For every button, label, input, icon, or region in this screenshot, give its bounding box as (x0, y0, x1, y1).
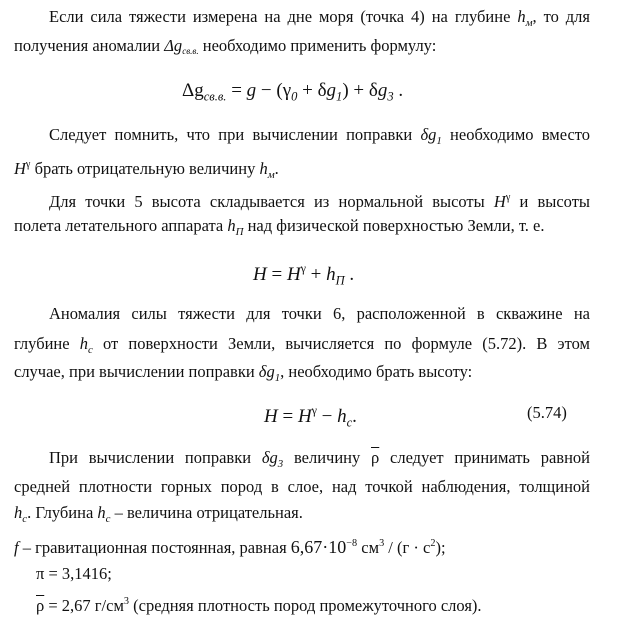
p1-line-1 (49, 6, 590, 34)
sub: 1 (274, 371, 281, 384)
f: g (246, 80, 257, 101)
text: , необходимо брать высоту: (280, 362, 473, 381)
f: H (286, 264, 301, 286)
sub: П (235, 225, 244, 238)
text: (средняя плотность пород промежуточного слоя). (129, 596, 482, 616)
sup: −8 (346, 538, 358, 549)
text: – гравитационная постоянная, равная (18, 538, 291, 558)
var: δg (261, 448, 278, 467)
f: − (316, 406, 338, 428)
sup: γ (505, 192, 511, 203)
text: ); (435, 538, 446, 558)
f: . (352, 406, 357, 428)
f: . (393, 80, 404, 101)
sup: 3 (379, 538, 385, 549)
def-pi (36, 563, 112, 585)
p4-line-1 (49, 303, 590, 325)
value: 6,67·10 (290, 537, 347, 558)
text: и высоты (510, 192, 591, 212)
f: = (226, 80, 247, 101)
p5-line-2 (14, 476, 590, 498)
f: − ( (256, 80, 283, 101)
var: h (227, 216, 236, 235)
var: h (97, 503, 106, 522)
var-dg: Δg (164, 36, 183, 55)
f: H (253, 264, 267, 286)
f: H (264, 406, 278, 428)
text: над физической поверхностью Земли, т. е. (243, 216, 545, 235)
text: Для точки 5 высота складывается из нормальной высоты (49, 192, 494, 212)
sub: 3 (277, 457, 284, 470)
f: = (266, 264, 287, 286)
text: брать отрицательную величину (30, 159, 260, 179)
f: 0 (291, 89, 298, 104)
formula-2 (253, 258, 354, 292)
text: получения аномалии (14, 36, 165, 55)
f: g (377, 80, 388, 101)
f: 3 (387, 89, 394, 104)
f: γ (311, 404, 317, 417)
text: глубине (14, 334, 80, 353)
def-f (14, 533, 446, 559)
sub: c (88, 343, 93, 356)
sub: c (105, 512, 111, 525)
var-rho: $\overline{\rho}$ (371, 448, 380, 467)
formula-3 (264, 400, 357, 434)
sub: св.в. (182, 46, 199, 57)
text: При вычислении поправки (49, 448, 262, 467)
f: h (337, 406, 347, 428)
text: случае, при вычислении поправки (14, 362, 259, 381)
sub: м (267, 168, 275, 181)
formula-1 (182, 80, 403, 107)
p3-line-1 (49, 187, 590, 213)
def-rho (36, 591, 482, 617)
text: Если сила тяжести измерена на дне моря (точка 4) на глубине (49, 7, 518, 26)
text: π = 3,1416; (36, 564, 112, 583)
f: 1 (336, 89, 343, 104)
var-h: h (517, 7, 526, 26)
text: от поверхности Земли, вычисляется по формуле (5.72). В этом (92, 334, 590, 353)
text: . Глубина (27, 503, 98, 522)
p1-line-2 (14, 35, 436, 62)
var-rho: $\overline{\rho}$ (36, 596, 45, 616)
sub: м (525, 16, 533, 29)
p4-line-2 (14, 333, 590, 361)
f: + (305, 264, 327, 286)
text: . (274, 159, 279, 179)
sub: 1 (436, 134, 442, 147)
f: H (297, 406, 312, 428)
equation-number: (5.74) (527, 403, 567, 422)
sup: 3 (123, 596, 130, 607)
f: св.в. (203, 89, 227, 104)
text: Следует помнить, что при вычислении поправки (49, 125, 421, 144)
p3-line-2 (14, 215, 545, 243)
sup: γ (25, 159, 31, 170)
var: h (259, 159, 268, 179)
text: необходимо вместо (441, 125, 591, 144)
p5-line-1 (49, 447, 590, 475)
f: П (335, 273, 345, 288)
text: , то для (532, 7, 590, 26)
p2-line-1 (49, 124, 590, 152)
text: величину (283, 448, 372, 467)
text: Аномалия силы тяжести для точки 6, расположенной в скважине на (49, 304, 590, 323)
f: g (326, 80, 337, 101)
f: c (346, 415, 353, 430)
text: средней плотности горных пород в слое, над точкой наблюдения, толщиной (14, 477, 590, 496)
p4-line-3 (14, 361, 472, 389)
f: γ (282, 80, 292, 101)
text: необходимо применить формулу: (198, 36, 437, 55)
p2-line-2 (14, 154, 279, 186)
sup: 2 (430, 538, 436, 549)
f: h (326, 264, 336, 286)
var: H (14, 159, 26, 179)
var: δg (258, 362, 275, 381)
f: . (344, 264, 355, 286)
text: / (г · с (384, 538, 431, 558)
text: см (357, 538, 380, 558)
text: полета летательного аппарата (14, 216, 228, 235)
p5-line-3 (14, 502, 303, 530)
f: + δ (297, 80, 327, 101)
text: – величина отрицательная. (110, 503, 303, 522)
var: h (79, 334, 88, 353)
var-f: f (14, 538, 19, 558)
var: h (14, 503, 23, 522)
f: ) + δ (342, 80, 378, 101)
sub: c (22, 512, 28, 525)
f: γ (300, 262, 306, 275)
f: Δg (182, 80, 204, 101)
f: = (277, 406, 298, 428)
var: H (493, 192, 506, 212)
text: следует принимать равной (379, 448, 590, 467)
text: = 2,67 г/см (44, 596, 124, 616)
var: δg (420, 125, 437, 144)
